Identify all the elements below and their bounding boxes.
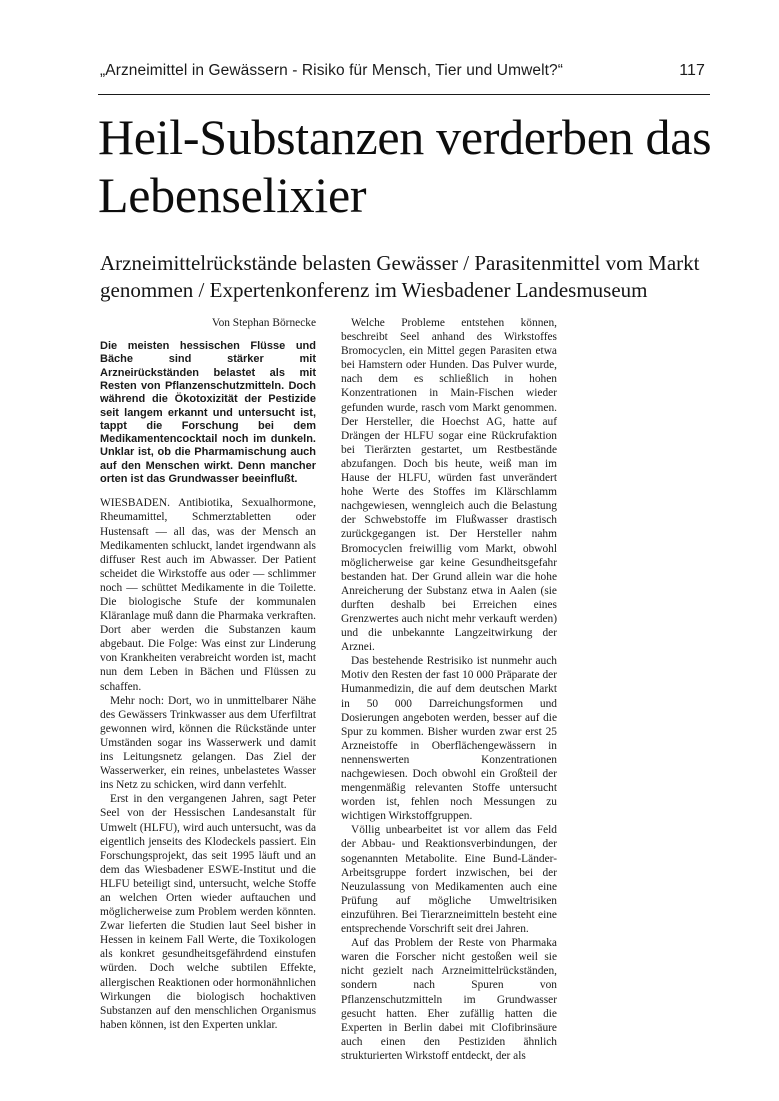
body-paragraph: Völlig unbearbeitet ist vor allem das Feld der Abbau- und Reaktionsverbindungen, der sogenannten Metabolite. Eine Bund-Länder-Arbeitsgruppe fordert inzwischen, bei der Neuzulassung von Medikamenten auch eine Prüfung auf mögliche Umweltrisiken einzuführen. Bei Tierarzneimitteln besteht eine entsprechende Vorschrift seit drei Jahren. [341, 824, 557, 936]
body-paragraph: Mehr noch: Dort, wo in unmittelbarer Nähe des Gewässers Trinkwasser aus dem Uferfiltrat gewonnen wird, können die Rückstände unter Umständen sogar ins Wasserwerk und damit ins Leitungsnetz gelangen. Das Ziel der Wasserwerker, ein reines, unbelastetes Wasser ins Netz zu schicken, wird dann verfehlt. [100, 694, 316, 792]
body-paragraph: WIESBADEN. Antibiotika, Sexualhormone, Rheumamittel, Schmerztabletten oder Hustensaft — all das, was der Mensch an Medikamenten schluckt, landet irgendwann als diffuser Rest auch im Abwasser. Der Patient scheidet die Wirkstoffe aus oder — schlimmer noch — schüttet Medikamente in die Toilette. Die biologische Stufe der kommunalen Kläranlage muß dann die Pharmaka verkraften. Dort aber werden die Substanzen kaum abgebaut. Die Folge: Was einst zur Linderung von Krankheiten verabreicht worden ist, macht nun dem Leben in Bächen und Flüssen zu schaffen. [100, 497, 316, 693]
byline: Von Stephan Börnecke [211, 317, 316, 329]
running-head-title: „Arzneimittel in Gewässern - Risiko für Mensch, Tier und Umwelt?“ [100, 62, 564, 79]
article-column-left [100, 316, 316, 1032]
article-column-right [341, 316, 557, 1063]
header-rule [98, 94, 710, 95]
page-number: 117 [679, 62, 705, 79]
article-subheadline: Arzneimittelrückstände belasten Gewässer / Parasitenmittel vom Markt genommen / Expertenkonferenz im Wiesbadener Landesmuseum [100, 251, 700, 302]
body-paragraph: Das bestehende Restrisiko ist nunmehr auch Motiv den Resten der fast 10 000 Präparate der Humanmedizin, die auf dem deutschen Markt in 50 000 Darreichungsformen und Dosierungen angeboten werden, besser auf die Spur zu kommen. Bisher wurden zwar erst 25 Arzneistoffe in Oberflächengewässern in nennenswerten Konzentrationen nachgewiesen. Doch obwohl ein Großteil der mengenmäßig relevanten Stoffe untersucht worden ist, fehlen noch Messungen zu wichtigen Wirkstoffgruppen. [341, 655, 557, 823]
article-headline: Heil-Substanzen verderben das Lebenselixier [98, 109, 712, 223]
body-paragraph: Erst in den vergangenen Jahren, sagt Peter Seel von der Hessischen Landesanstalt für Umwelt (HLFU), wird auch untersucht, was da eigentlich jenseits des Klodeckels passiert. Ein Forschungsprojekt, das seit 1995 läuft und an dem das Wiesbadener ESWE-Institut und die HLFU beteiligt sind, untersucht, welche Stoffe an welchen Orten wieder auftauchen und möglicherweise zum Problem werden könnten. Zwar lieferten die Studien laut Seel bisher in Hessen in keinem Fall Werte, die Toxikologen als konkret gesundheitsgefährdend einstufen würden. Doch welche subtilen Effekte, allergischen Reaktionen oder hormonähnlichen Wirkungen die biologisch hochaktiven Substanzen auf den menschlichen Organismus haben können, ist den Experten unklar. [100, 793, 316, 1031]
body-paragraph: Welche Probleme entstehen können, beschreibt Seel anhand des Wirkstoffes Bromocyclen, ein Mittel gegen Parasiten etwa bei Hamstern oder Hunden. Das Pulver wurde, nach dem es schließlich in hohen Konzentrationen in Main-Fischen wieder gefunden wurde, rasch vom Markt genommen. Der Hersteller, die Hoechst AG, hatte auf Drängen der HLFU sogar eine Rückrufaktion bei Tierärzten gestartet, um Restbestände abzufangen. Doch bis heute, weiß man im Hause der HLFU, würden fast unverändert hohe Werte des Stoffes im Klärschlamm nachgewiesen, wenngleich auch die Belastung der Schwebstoffe im Flußwasser drastisch zurückgegangen ist. Der Hersteller nahm Bromocyclen freiwillig vom Markt, obwohl möglicherweise gar keine Gesundheitsgefahr bestanden hat. Der Grund allein war die hohe Anreicherung der Substanz etwa in Aalen (sie durften deshalb bei Erreichen eines Grenzwertes auch nicht mehr verkauft werden) und die unbekannte Langzeitwirkung der Arznei. [341, 317, 557, 654]
article-lead: Die meisten hessischen Flüsse und Bäche sind stärker mit Arzneirückständen belastet als mit Resten von Pflanzenschutzmitteln. Doch während die Ökotoxizität der Pestizide seit langem erkannt und untersucht ist, tappt die Forschung bei dem Medikamentencocktail noch im dunkeln. Unklar ist, ob die Pharmamischung auch auf den Menschen wirkt. Denn mancher orten ist das Grundwasser beeinflußt. [100, 340, 316, 486]
running-head [100, 62, 705, 84]
body-paragraph: Auf das Problem der Reste von Pharmaka waren die Forscher nicht gestoßen weil sie nicht gezielt nach Arzneimittelrückständen, sondern nach Spuren von Pflanzenschutzmitteln im Grundwasser gesucht hatten. Eher zufällig hatten die Experten in Berlin dabei mit Clofibrinsäure auch einen den Pestiziden ähnlich strukturierten Wirkstoff entdeckt, der als [341, 937, 557, 1062]
